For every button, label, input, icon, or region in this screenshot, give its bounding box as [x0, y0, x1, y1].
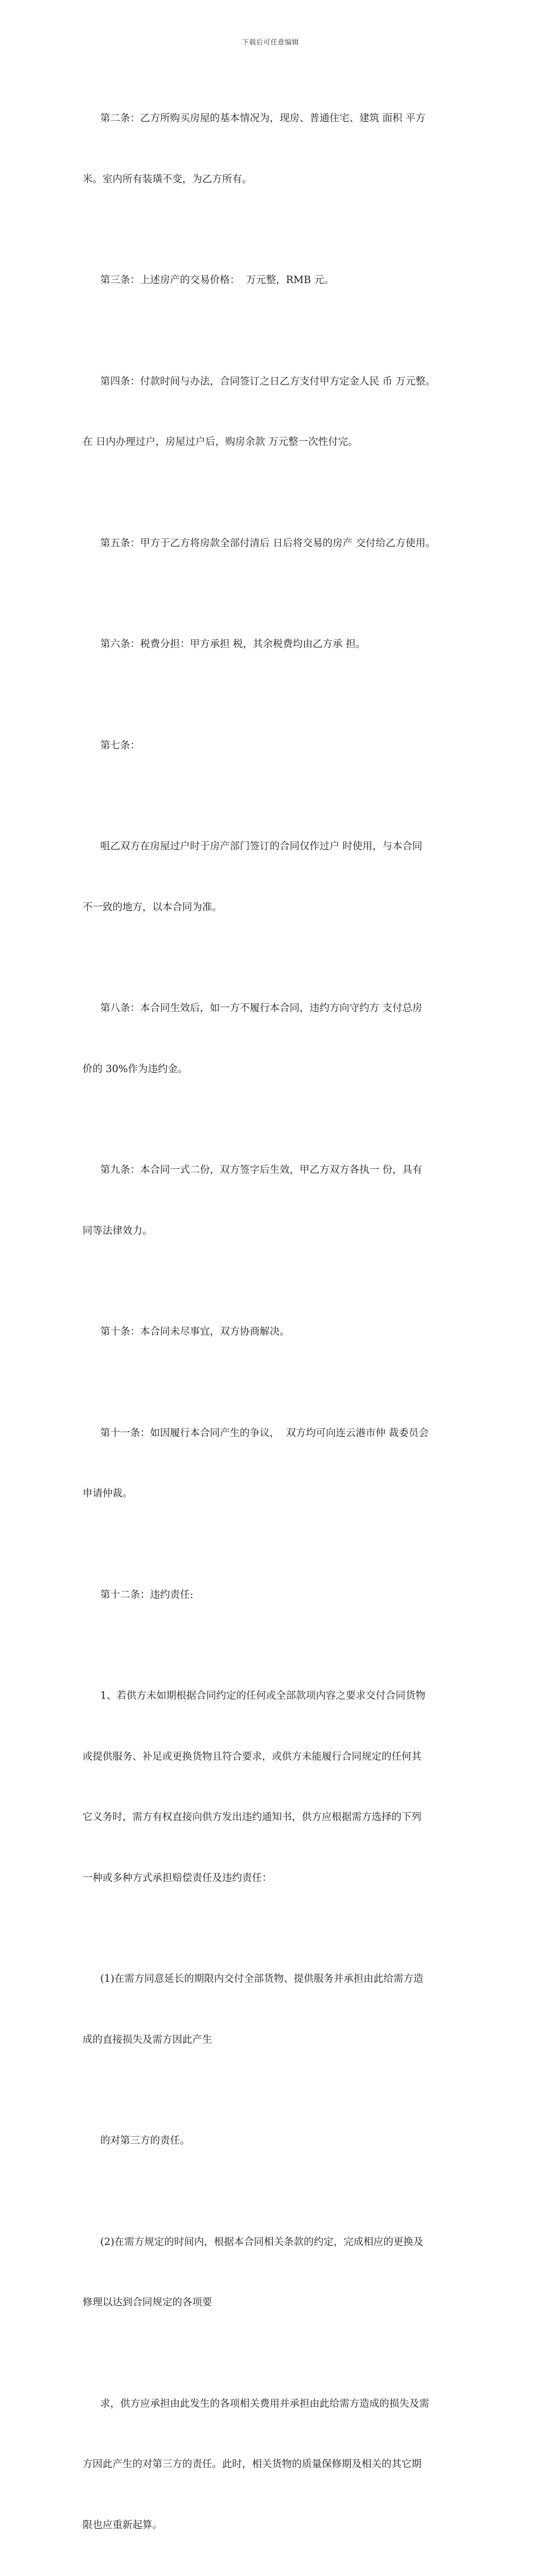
text-line: 第六条：税费分担：甲方承担 税，其余税费均由乙方承 担。 [83, 635, 464, 655]
paragraph-subclause-1 [83, 1929, 464, 2091]
paragraph-article-10 [83, 1282, 464, 1383]
paragraph-article-5 [83, 493, 464, 595]
text-line: 第四条：付款时间与办法，合同签订之日乙方支付甲方定金人民 币 万元整。 [83, 372, 464, 392]
text-line: 在 日内办理过户，房屋过户后，购房余款 万元整一次性付完。 [83, 432, 464, 453]
text-line: 成的直接损失及需方因此产生 [83, 2030, 464, 2051]
paragraph-article-8 [83, 958, 464, 1120]
text-line: 限也应重新起算。 [83, 2516, 464, 2536]
paragraph-article-11 [83, 1383, 464, 1545]
contract-body [83, 68, 464, 2576]
paragraph-article-4 [83, 332, 464, 493]
paragraph-article-9 [83, 1120, 464, 1282]
text-line: 咀乙双方在房屋过户时于房产部门签订的合同仅作过户 时使用，与本合同 [83, 837, 464, 857]
paragraph-article-7-body [83, 796, 464, 958]
paragraph-article-2 [83, 68, 464, 230]
paragraph-article-7 [83, 696, 464, 797]
text-line: 第九条：本合同一式二份，双方签字后生效，甲乙方双方各执一 份，具有 [83, 1160, 464, 1181]
paragraph-article-12 [83, 1545, 464, 1646]
text-line: 它义务时，需方有权直接向供方发出违约通知书，供方应根据需方选择的下列 [83, 1808, 464, 1828]
text-line: 米。室内所有装璜不变，为乙方所有。 [83, 170, 464, 190]
text-line: 第十一条：如因履行本合同产生的争议， 双方均可向连云港市仲 裁委员会 [83, 1424, 464, 1444]
text-line: (2)在需方规定的时间内，根据本合同相关条款的约定，完成相应的更换及 [83, 2232, 464, 2253]
paragraph-subclause-2 [83, 2192, 464, 2354]
text-line: 一种或多种方式承担赔偿责任及违约责任： [83, 1868, 464, 1889]
text-line: 第三条：上述房产的交易价格： 万元整，RMB 元。 [83, 271, 464, 291]
text-line: 或提供服务、补足或更换货物且符合要求，或供方未能履行合同规定的任何其 [83, 1747, 464, 1768]
text-line: 第十二条：违约责任: [83, 1585, 464, 1606]
text-line: 不一致的地方，以本合同为准。 [83, 898, 464, 918]
text-line: 求，供方应承担由此发生的各项相关费用并承担由此给需方造成的损失及需 [83, 2394, 464, 2415]
text-line: 第七条： [83, 736, 464, 757]
text-line: 修理以达到合同规定的各项要 [83, 2293, 464, 2313]
text-line: 第五条：甲方于乙方将房款全部付清后 日后将交易的房产 交付给乙方使用。 [83, 534, 464, 554]
text-line: 同等法律效力。 [83, 1221, 464, 1242]
text-line: 的对第三方的责任。 [83, 2131, 464, 2152]
text-line: (1)在需方同意延长的期限内交付全部货物、提供服务并承担由此给需方造 [83, 1969, 464, 1990]
paragraph-subclause-1-cont [83, 2091, 464, 2192]
page-header: 下载后可任意编辑 [0, 37, 541, 47]
paragraph-article-6 [83, 594, 464, 696]
paragraph-clause-1 [83, 1646, 464, 1929]
paragraph-article-3 [83, 230, 464, 332]
text-line: 第十条：本合同未尽事宜，双方协商解决。 [83, 1322, 464, 1343]
text-line: 申请仲裁。 [83, 1484, 464, 1504]
text-line: 价的 30%作为违约金。 [83, 1060, 464, 1080]
paragraph-subclause-2-cont [83, 2354, 464, 2576]
text-line: 方因此产生的对第三方的责任。此时，相关货物的质量保修期及相关的其它期 [83, 2455, 464, 2475]
text-line: 1、若供方未如期根据合同约定的任何或全部款项内容之要求交付合同货物 [83, 1686, 464, 1707]
text-line: 第八条：本合同生效后，如一方不履行本合同，违约方向守约方 支付总房 [83, 999, 464, 1019]
text-line: 第二条：乙方所购买房屋的基本情况为，现房、普通住宅、建筑 面积 平方 [83, 109, 464, 129]
